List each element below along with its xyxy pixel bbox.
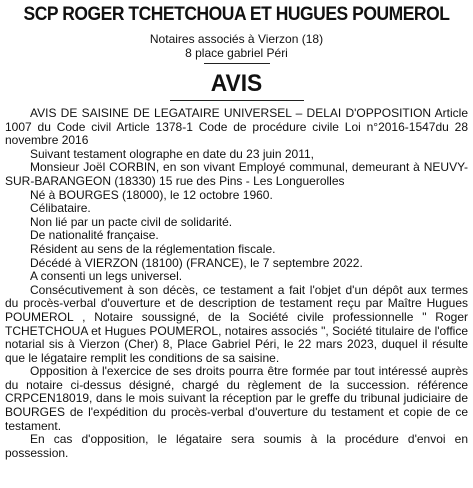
notice-paragraph: De nationalité française. <box>30 228 159 243</box>
title-divider <box>170 100 304 101</box>
notice-body <box>5 107 468 460</box>
office-title: SCP ROGER TCHETCHOUA ET HUGUES POUMEROL <box>23 4 450 25</box>
notice-paragraph: Né à BOURGES (18000), le 12 octobre 1960. <box>30 187 273 202</box>
notice-paragraph: Monsieur Joël CORBIN, en son vivant Employé communal, demeurant à NEUVY-SUR-BARANGEON (18330) 15 rue des Pins - Les Longuerolles <box>5 160 468 188</box>
notice-paragraph: Suivant testament olographe en date du 23 juin 2011, <box>30 146 314 161</box>
notice-paragraph: Décédé à VIERZON (18100) (FRANCE), le 7 septembre 2022. <box>30 255 363 270</box>
notice-paragraph: En cas d'opposition, le légataire sera soumis à la procédure d'envoi en possession. <box>5 432 468 460</box>
notice-paragraph: Consécutivement à son décès, ce testament a fait l'objet d'un dépôt aux termes du procès-verbal d'ouverture et de description de testament reçu par Maître Hugues POUMEROL , Notaire soussigné, de la Société civile professionnelle " Roger TCHETCHOUA et Hugues POUMEROL, notaires associés ", Société titulaire de l'office notarial sis à Vierzon (Cher) 8, Place Gabriel Péri, le 22 mars 2023, duquel il résulte que le légataire remplit les conditions de sa saisine. <box>5 282 468 365</box>
notice-paragraph: A consenti un legs universel. <box>30 269 183 284</box>
office-subtitle: Notaires associés à Vierzon (18) <box>149 32 324 46</box>
notice-paragraph: Opposition à l'exercice de ses droits pourra être formée par tout intéressé auprès du notaire ci-dessus désigné, chargé du règlement de la succession. référence CRPCEN18019, dans le mois suivant la réception par le greffe du tribunal judiciaire de BOURGES de l'expédition du procès-verbal d'ouverture du testament et copie de ce testament. <box>5 364 468 433</box>
header-divider <box>204 63 270 64</box>
notice-title: AVIS <box>210 70 263 97</box>
notice-paragraph: Résident au sens de la réglementation fiscale. <box>30 241 276 256</box>
office-address: 8 place gabriel Péri <box>185 46 288 60</box>
notice-paragraph: Non lié par un pacte civil de solidarité. <box>30 214 233 229</box>
notice-paragraph: Célibataire. <box>30 201 91 216</box>
notice-paragraph: AVIS DE SAISINE DE LEGATAIRE UNIVERSEL – DELAI D'OPPOSITION Article 1007 du Code civil Article 1378-1 Code de procédure civile Loi n°2016-1547du 28 novembre 2016 <box>5 106 468 148</box>
